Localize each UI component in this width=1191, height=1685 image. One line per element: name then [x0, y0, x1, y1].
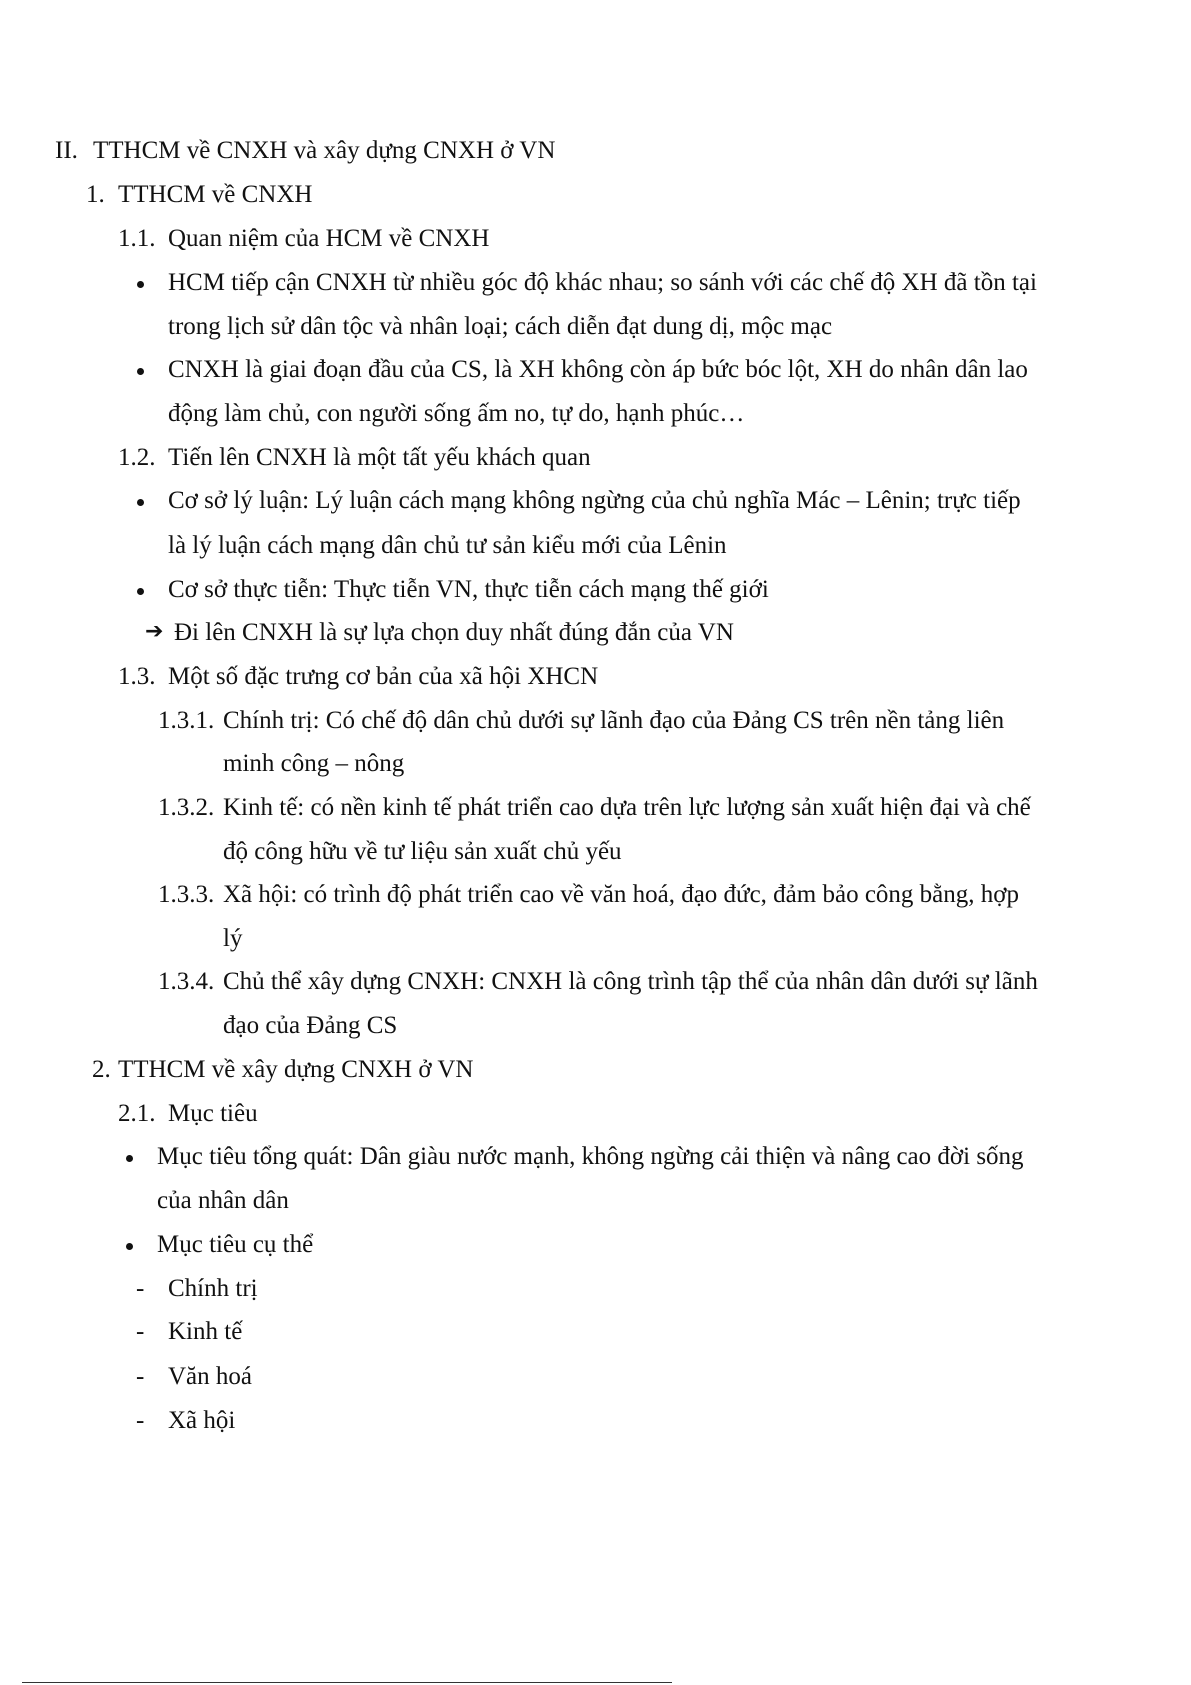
item-text: Chủ thể xây dựng CNXH: CNXH là công trình tập thể của nhân dân dưới sự lãnh [223, 968, 1038, 995]
bullet-text-cont: động làm chủ, con người sống ấm no, tự do, hạnh phúc… [168, 400, 745, 427]
item-text-cont: đạo của Đảng CS [223, 1012, 398, 1039]
list-item: Văn hoá [168, 1363, 252, 1390]
dash-marker: - [136, 1318, 145, 1345]
dash-marker: - [136, 1275, 145, 1302]
bullet-text: Cơ sở lý luận: Lý luận cách mạng không ngừng của chủ nghĩa Mác – Lênin; trực tiếp [168, 487, 1021, 514]
bullet-text: CNXH là giai đoạn đầu của CS, là XH không còn áp bức bóc lột, XH do nhân dân lao [168, 356, 1028, 383]
bullet-text-cont: trong lịch sử dân tộc và nhân loại; cách diễn đạt dung dị, mộc mạc [168, 313, 833, 340]
bullet-text: HCM tiếp cận CNXH từ nhiều góc độ khác nhau; so sánh với các chế độ XH đã tồn tại [168, 269, 1037, 296]
page-footer-rule [22, 1682, 672, 1683]
bullet-text: Mục tiêu cụ thể [157, 1231, 314, 1258]
bullet-icon [137, 281, 144, 288]
bullet-text-cont: của nhân dân [157, 1187, 289, 1214]
item-text: Chính trị: Có chế độ dân chủ dưới sự lãnh đạo của Đảng CS trên nền tảng liên [223, 707, 1005, 734]
bullet-icon [137, 588, 144, 595]
section-number: II. [55, 137, 78, 164]
subsection-number: 1.3. [118, 663, 156, 690]
bullet-icon [137, 368, 144, 375]
item-text: Xã hội: có trình độ phát triển cao về văn hoá, đạo đức, đảm bảo công bằng, hợp [223, 881, 1019, 908]
item-text-cont: lý [223, 925, 243, 952]
bullet-text: Cơ sở thực tiễn: Thực tiễn VN, thực tiễn cách mạng thế giới [168, 576, 769, 603]
list-item: Xã hội [168, 1407, 236, 1434]
item-number: 1.3.1. [158, 707, 215, 734]
bullet-icon [126, 1243, 133, 1250]
bullet-text-cont: là lý luận cách mạng dân chủ tư sản kiểu mới của Lênin [168, 532, 727, 559]
list-item: Kinh tế [168, 1318, 243, 1345]
subsection-heading: Một số đặc trưng cơ bản của xã hội XHCN [168, 663, 599, 690]
subsection-number: 1.2. [118, 444, 156, 471]
bullet-text: Mục tiêu tổng quát: Dân giàu nước mạnh, không ngừng cải thiện và nâng cao đời sống [157, 1143, 1024, 1170]
dash-marker: - [136, 1407, 145, 1434]
subsection-number: 2. [92, 1056, 111, 1083]
list-item: Chính trị [168, 1275, 258, 1302]
subsection-number: 1.1. [118, 225, 156, 252]
item-text-cont: độ công hữu về tư liệu sản xuất chủ yếu [223, 838, 622, 865]
subsection-heading: Quan niệm của HCM về CNXH [168, 225, 490, 252]
item-number: 1.3.3. [158, 881, 215, 908]
subsection-heading: Tiến lên CNXH là một tất yếu khách quan [168, 444, 591, 471]
dash-marker: - [136, 1363, 145, 1390]
subsection-number: 2.1. [118, 1100, 156, 1127]
conclusion-text: Đi lên CNXH là sự lựa chọn duy nhất đúng đắn của VN [174, 619, 734, 646]
subsection-number: 1. [86, 181, 105, 208]
arrow-right-icon: ➔ [145, 619, 164, 644]
subsection-heading: Mục tiêu [168, 1100, 258, 1127]
bullet-icon [137, 499, 144, 506]
bullet-icon [126, 1155, 133, 1162]
item-text-cont: minh công – nông [223, 750, 405, 777]
item-number: 1.3.4. [158, 968, 215, 995]
section-heading: TTHCM về CNXH và xây dựng CNXH ở VN [93, 137, 556, 164]
subsection-heading: TTHCM về xây dựng CNXH ở VN [118, 1056, 474, 1083]
subsection-heading: TTHCM về CNXH [118, 181, 313, 208]
item-number: 1.3.2. [158, 794, 215, 821]
item-text: Kinh tế: có nền kinh tế phát triển cao dựa trên lực lượng sản xuất hiện đại và chế [223, 794, 1031, 821]
